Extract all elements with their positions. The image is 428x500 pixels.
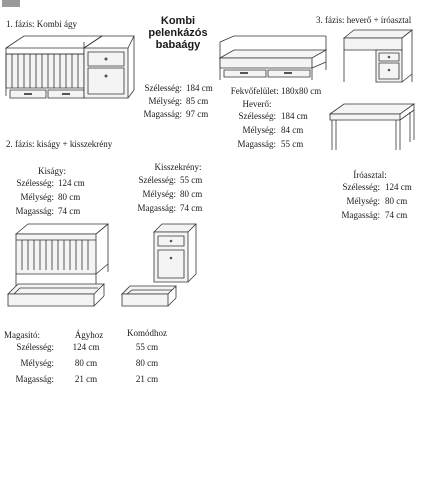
spec-row (222, 139, 308, 150)
spec-value: 80 cm (180, 189, 203, 199)
row-bed: 80 cm (74, 358, 98, 368)
row-bed: 124 cm (72, 342, 100, 352)
spec-label: Mélység: (242, 125, 276, 135)
table-row (6, 358, 176, 369)
cabinet-title: Kisszekrény: (154, 162, 202, 172)
phase2-heading: 2. fázis: kiságy + kisszekrény (6, 139, 113, 149)
table-row (6, 374, 176, 385)
spec-row (222, 125, 308, 136)
sofa-specs (222, 111, 308, 150)
desk-drawing (326, 102, 418, 154)
header-tab (2, 0, 20, 7)
spec-label: Szélesség: (16, 178, 54, 188)
spec-row (130, 189, 202, 200)
spec-label: Magasság: (15, 206, 54, 216)
spec-row (120, 96, 213, 107)
product-title-line-3: babaágy (155, 39, 201, 51)
bed-riser-drawing (6, 282, 108, 312)
desk-title: Íróasztal: (353, 170, 387, 180)
phase1-specs (120, 83, 213, 120)
product-title-line-2: pelenkázós (148, 27, 208, 39)
spec-row (222, 111, 308, 122)
spec-row (326, 182, 412, 193)
spec-row (8, 192, 85, 203)
spec-row (8, 206, 85, 217)
spec-label: Mélység: (142, 189, 176, 199)
riser-col-bed: Ágyhoz (74, 330, 104, 340)
phase1-heading: 1. fázis: Kombi ágy (6, 19, 77, 29)
row-label: Mélység: (20, 358, 54, 368)
spec-value: 55 cm (281, 139, 304, 149)
crib-specs (8, 178, 85, 217)
phase3-cabinet-drawing (340, 28, 416, 86)
sofa-title: Heverő: (242, 99, 272, 109)
spec-row (8, 178, 85, 189)
spec-row (120, 83, 213, 94)
spec-value: 97 cm (186, 109, 209, 119)
small-cabinet-drawing (150, 222, 198, 288)
spec-label: Mélység: (20, 192, 54, 202)
row-label: Szélesség: (16, 342, 54, 352)
spec-label: Szélesség: (342, 182, 380, 192)
desk-specs (326, 182, 412, 221)
spec-row (130, 203, 202, 214)
product-title-line-1: Kombi (160, 15, 196, 27)
spec-value: 74 cm (385, 210, 408, 220)
table-row (6, 342, 176, 353)
phase3-surface: Fekvőfelület: 180x80 cm (230, 86, 322, 96)
spec-value: 124 cm (385, 182, 412, 192)
riser-table (6, 342, 176, 385)
row-dresser: 21 cm (135, 374, 159, 384)
spec-value: 184 cm (186, 83, 213, 93)
row-dresser: 55 cm (135, 342, 159, 352)
row-label: Magasság: (15, 374, 54, 384)
spec-label: Magasság: (137, 203, 176, 213)
spec-label: Szélesség: (144, 83, 182, 93)
spec-value: 74 cm (180, 203, 203, 213)
spec-label: Szélesség: (138, 175, 176, 185)
spec-row (326, 210, 412, 221)
spec-row (326, 196, 412, 207)
product-title (140, 15, 216, 51)
spec-row (120, 109, 213, 120)
spec-label: Magasság: (237, 139, 276, 149)
spec-label: Mélység: (148, 96, 182, 106)
sofa-bed-drawing (214, 34, 338, 84)
spec-value: 80 cm (58, 192, 81, 202)
spec-value: 184 cm (281, 111, 308, 121)
spec-label: Szélesség: (238, 111, 276, 121)
combi-bed-drawing (4, 30, 136, 108)
spec-label: Magasság: (143, 109, 182, 119)
spec-label: Mélység: (346, 196, 380, 206)
spec-value: 85 cm (186, 96, 209, 106)
spec-value: 74 cm (58, 206, 81, 216)
riser-col-dresser: Komódhoz (127, 328, 167, 338)
spec-value: 55 cm (180, 175, 203, 185)
spec-value: 84 cm (281, 125, 304, 135)
row-bed: 21 cm (74, 374, 98, 384)
row-dresser: 80 cm (135, 358, 159, 368)
spec-value: 124 cm (58, 178, 85, 188)
spec-row (130, 175, 202, 186)
spec-label: Magasság: (341, 210, 380, 220)
cabinet-riser-drawing (120, 284, 178, 312)
riser-title: Magasító: (4, 330, 40, 340)
spec-value: 80 cm (385, 196, 408, 206)
phase3-heading: 3. fázis: heverő + íróasztal (316, 15, 412, 25)
crib-title: Kiságy: (38, 166, 66, 176)
cabinet-specs (130, 175, 202, 214)
crib-drawing (12, 222, 112, 288)
